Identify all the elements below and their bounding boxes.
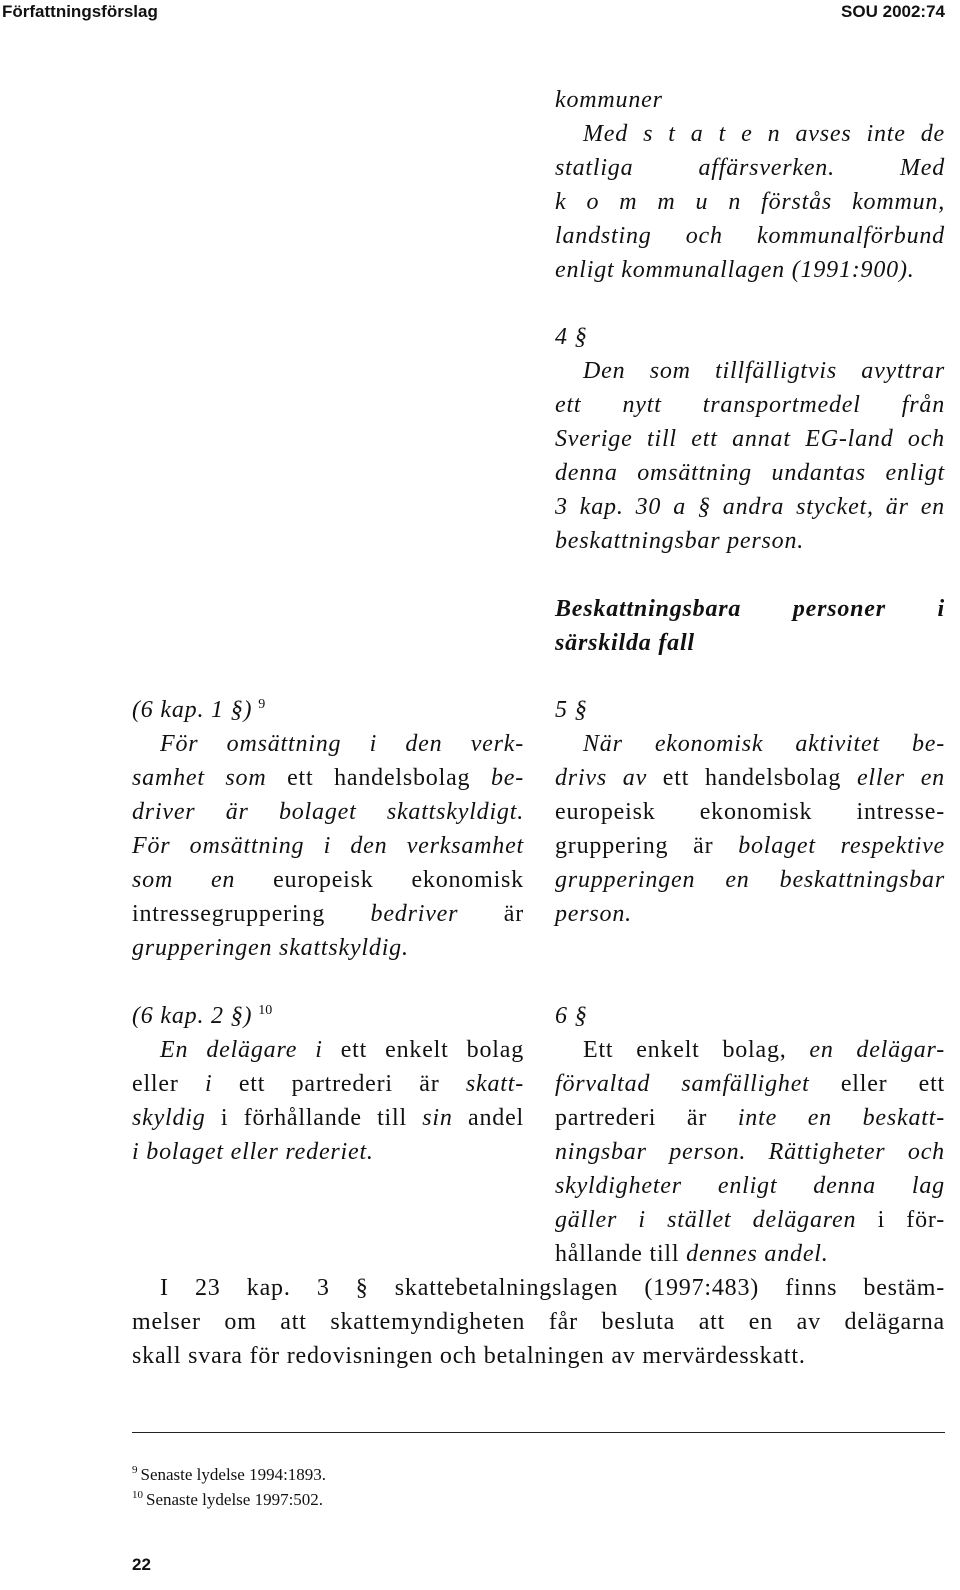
text-segment: i för- (877, 1207, 945, 1233)
footnotes (132, 1462, 732, 1512)
text-segment: i förhållande till (220, 1105, 423, 1131)
text-segment: bolaget respektive (738, 833, 945, 859)
section-6 (555, 999, 945, 1271)
section-label: 5 § (555, 697, 588, 723)
footnote-text: Senaste lydelse 1994:1893. (140, 1465, 327, 1484)
text-segment: be- (490, 765, 524, 791)
text-line: person. (555, 901, 632, 927)
text-line: 3 kap. 30 a § andra stycket, är en (555, 494, 945, 520)
text-segment: Ett enkelt bolag, (583, 1037, 810, 1063)
text-segment: sin (422, 1105, 469, 1131)
text-segment: gruppering är (555, 833, 739, 859)
text-segment: en delägar- (809, 1037, 946, 1063)
section-label: 6 § (555, 1003, 588, 1029)
text-segment: inte en beskatt- (737, 1105, 945, 1131)
section-4 (555, 320, 945, 558)
footnote (132, 1462, 732, 1487)
text-line: driver är bolaget skattskyldigt. (132, 799, 524, 825)
header-section-title: Författningsförslag (2, 2, 158, 21)
text-line: skall svara för redovisningen och betalningen av mervärdesskatt. (132, 1343, 806, 1369)
text-line (132, 863, 524, 897)
footnote-mark: 9 (132, 1464, 138, 1477)
text-line: Den som tillfälligtvis avyttrar (583, 358, 945, 384)
text-segment: gäller i stället delägaren (555, 1207, 878, 1233)
text-segment: eller ett (840, 1071, 946, 1097)
header-report-number: SOU 2002:74 (841, 2, 945, 21)
footnote-separator (132, 1432, 945, 1433)
text-line: denna omsättning undantas enligt (555, 460, 945, 486)
text-segment: eller (132, 1071, 206, 1097)
text-segment: samhet som (132, 765, 288, 791)
text-segment: andel (468, 1105, 524, 1131)
reference-label: (6 kap. 2 §) (132, 1003, 253, 1029)
text-line: grupperingen en beskattningsbar (555, 867, 945, 893)
heading-line: särskilda fall (555, 630, 695, 656)
text-segment: som en (132, 867, 274, 893)
text-segment: En delägare i (160, 1037, 341, 1063)
closing-paragraph (132, 1271, 945, 1373)
text-line (555, 761, 945, 795)
text-segment: bedriver (370, 901, 504, 927)
text-line (555, 1067, 945, 1101)
reference-label: (6 kap. 1 §) (132, 697, 253, 723)
text-segment: eller en (856, 765, 945, 791)
subheading (555, 592, 945, 660)
heading-line: Beskattningsbara personer i (555, 596, 945, 622)
page-number: 22 (132, 1555, 151, 1574)
text-segment: skyldig (132, 1105, 221, 1131)
text-line: ningsbar person. Rättigheter och (555, 1139, 945, 1165)
text-line: Med s t a t e n avses inte de (583, 121, 945, 147)
old-6-kap-2 (132, 999, 524, 1169)
text-segment: intressegruppering (132, 901, 371, 927)
text-segment: partrederi är (555, 1105, 738, 1131)
text-line (132, 1067, 524, 1101)
section-label: 4 § (555, 324, 588, 350)
footnote (132, 1487, 732, 1512)
text-line: För omsättning i den verk- (160, 731, 524, 757)
text-line (132, 1033, 524, 1067)
old-6-kap-1 (132, 693, 524, 965)
footnote-reference: 9 (258, 697, 266, 712)
text-segment: drivs av (555, 765, 663, 791)
text-line (555, 829, 945, 863)
text-line: I 23 kap. 3 § skattebetalningslagen (1997:483) finns bestäm- (160, 1275, 945, 1301)
text-segment: europeisk ekonomisk (273, 867, 524, 893)
text-line (555, 1203, 945, 1237)
text-line: grupperingen skattskyldig. (132, 935, 409, 961)
reference-line (132, 999, 524, 1033)
text-line: europeisk ekonomisk intresse- (555, 799, 945, 825)
text-segment: ett handelsbolag (287, 765, 491, 791)
text-segment: ett enkelt bolag (340, 1037, 525, 1063)
text-line: k o m m u n förstås kommun, (555, 189, 945, 215)
text-segment: är (503, 901, 524, 927)
text-segment: hållande till (555, 1241, 687, 1267)
text-segment: ett partrederi är (238, 1071, 466, 1097)
text-line (132, 1101, 524, 1135)
text-line: landsting och kommunalförbund (555, 223, 945, 249)
reference-line (132, 693, 524, 727)
section-5 (555, 693, 945, 931)
text-line: ett nytt transportmedel från (555, 392, 945, 418)
text-line: enligt kommunallagen (1991:900). (555, 257, 915, 283)
text-line (132, 761, 524, 795)
text-segment: skatt- (465, 1071, 524, 1097)
footnote-text: Senaste lydelse 1997:502. (146, 1490, 324, 1509)
text-line: När ekonomisk aktivitet be- (583, 731, 945, 757)
text-segment: i (205, 1071, 239, 1097)
text-line: kommuner (555, 87, 663, 113)
text-line: För omsättning i den verksamhet (132, 833, 524, 859)
text-segment: dennes andel. (686, 1241, 829, 1267)
text-line (132, 897, 524, 931)
text-line: statliga affärsverken. Med (555, 155, 945, 181)
text-segment: förvaltad samfällighet (555, 1071, 841, 1097)
text-line: Sverige till ett annat EG-land och (555, 426, 945, 452)
text-line (555, 1237, 945, 1271)
text-segment: ett handelsbolag (662, 765, 857, 791)
text-line: melser om att skattemyndigheten får besluta att en av delägarna (132, 1309, 945, 1335)
text-line: skyldigheter enligt denna lag (555, 1173, 945, 1199)
text-line (555, 1101, 945, 1135)
footnote-reference: 10 (258, 1003, 273, 1018)
text-line: i bolaget eller rederiet. (132, 1139, 374, 1165)
text-line: beskattningsbar person. (555, 528, 805, 554)
text-line (555, 1033, 945, 1067)
footnote-mark: 10 (132, 1489, 143, 1502)
continuation-paragraph (555, 83, 945, 287)
